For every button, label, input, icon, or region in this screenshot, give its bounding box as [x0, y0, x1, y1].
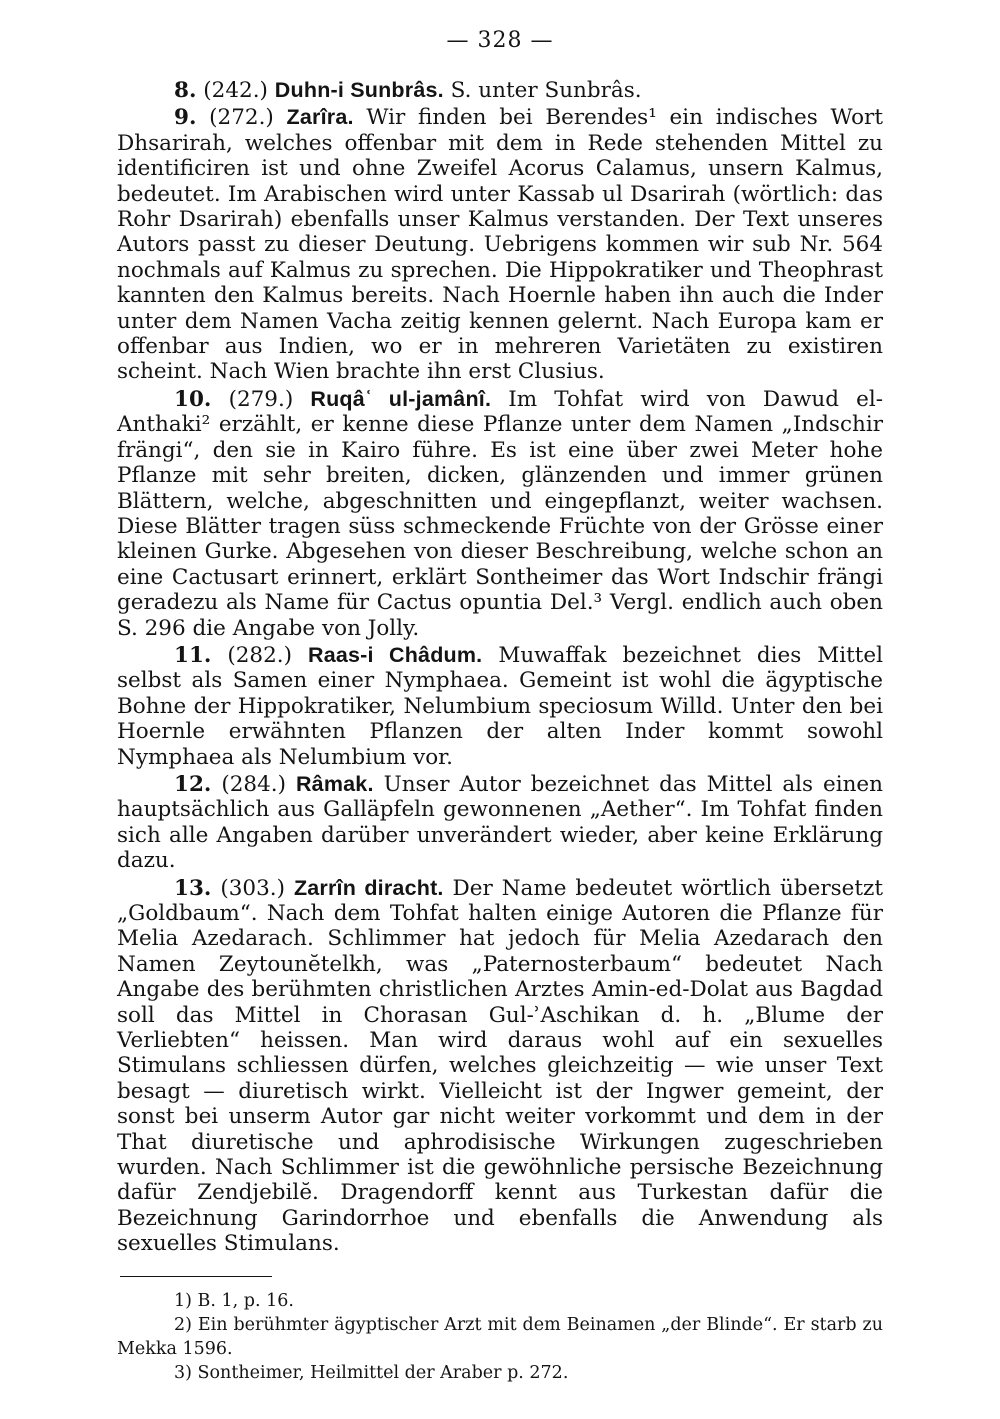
entry-13: [117, 876, 883, 1257]
entry-number: 10.: [174, 386, 212, 412]
entry-term: Ruqâʿ ul-jamânî.: [310, 386, 492, 411]
entry-text: Wir finden bei Berendes¹ ein indisches Wort Dhsarirah, welches offenbar mit dem in Rede stehenden Mittel zu identificiren ist und ohne Zweifel Acorus Calamus, unsern Kalmus, bedeutet. Im Arabischen wird unter Kassab ul Dsarirah (wörtlich: das Rohr Dsarirah) ebenfalls unser Kalmus verstanden. Der Text unseres Autors passt zu dieser Deutung. Uebrigens kommen wir sub Nr. 564 nochmals auf Kalmus zu sprechen. Die Hippokratiker und Theophrast kannten den Kalmus bereits. Nach Hoernle haben ihn auch die Inder unter dem Namen Vacha zeitig kennen gelernt. Nach Europa kam er offenbar aus Indien, wo er in mehreren Varietäten zu existiren scheint. Nach Wien brachte ihn erst Clusius.: [117, 105, 883, 385]
entry-reference: (303.): [220, 875, 285, 901]
entry-text: Unser Autor bezeichnet das Mittel als einen hauptsächlich aus Galläpfeln gewonnenen „Aether“. Im Tohfat finden sich alle Angaben darüber unverändert wieder, aber keine Erklärung dazu.: [117, 771, 884, 874]
footnote-3: 3) Sontheimer, Heilmittel der Araber p. 272.: [174, 1363, 569, 1383]
entry-8: [117, 78, 883, 103]
entry-number: 12.: [174, 771, 212, 797]
entry-reference: (272.): [209, 105, 274, 131]
footnote-divider: [120, 1276, 272, 1277]
entry-reference: (279.): [228, 386, 294, 412]
entry-number: 8.: [174, 78, 197, 103]
footnote-1: 1) B. 1, p. 16.: [174, 1291, 294, 1311]
entry-text: Muwaffak bezeichnet dies Mittel selbst als Samen einer Nymphaea. Gemeint ist wohl die ägyptische Bohne der Hippokratiker, Nelumbium speciosum Willd. Unter den bei Hoernle erwähnten Pflanzen der alten Inder kommt sowohl Nymphaea als Nelumbium vor.: [117, 642, 884, 770]
entry-12: [117, 772, 883, 874]
page-number: — 328 —: [446, 28, 554, 53]
entry-9: [117, 105, 883, 384]
body-text: [117, 78, 883, 1259]
entry-number: 11.: [174, 642, 212, 668]
footnotes: [117, 1289, 883, 1385]
entry-text: S. unter Sunbrâs.: [450, 78, 642, 103]
entry-term: Duhn-i Sunbrâs.: [274, 78, 444, 102]
entry-reference: (282.): [227, 642, 293, 668]
entry-term: Râmak.: [295, 771, 374, 796]
entry-number: 9.: [174, 105, 197, 131]
entry-number: 13.: [174, 875, 212, 901]
footnote-2: 2) Ein berühmter ägyptischer Arzt mit dem Beinamen „der Blinde“. Er starb zu Mekka 1596.: [117, 1315, 883, 1359]
entry-reference: (284.): [221, 771, 286, 797]
entry-11: [117, 643, 883, 770]
entry-10: [117, 387, 883, 641]
entry-term: Raas-i Châdum.: [307, 642, 483, 667]
entry-text: Der Name bedeutet wörtlich übersetzt „Goldbaum“. Nach dem Tohfat halten einige Autoren die Pflanze für Melia Azedarach. Schlimmer hat jedoch für Melia Azedarach den Namen Zeytounĕtelkh, was „Paternosterbaum“ bedeutet Nach Angabe des berühmten christlichen Arztes Amin-ed-Dolat aus Bagdad soll das Mittel in Chorasan Gul-ʾAschikan d. h. „Blume der Verliebten“ heissen. Man wird daraus wohl auf ein sexuelles Stimulans schliessen dürfen, welches gleichzeitig — wie unser Text besagt — diuretisch wirkt. Vielleicht ist der Ingwer gemeint, der sonst bei unserm Autor gar nicht weiter vorkommt und dem in der That diuretische und aphrodisische Wirkungen zugeschrieben wurden. Nach Schlimmer ist die gewöhnliche persische Bezeichnung dafür Zendjebilĕ. Dragendorff kennt aus Turkestan dafür die Bezeichnung Garindorrhoe und ebenfalls die Anwendung als sexuelles Stimulans.: [117, 875, 883, 1257]
entry-term: Zarîra.: [286, 105, 354, 130]
entry-reference: (242.): [203, 78, 268, 103]
entry-text: Im Tohfat wird von Dawud el-Anthaki² erzählt, er kenne diese Pflanze unter dem Namen „Indschir frängi“, den sie in Kairo führe. Es ist eine über zwei Meter hohe Pflanze mit sehr breiten, dicken, glänzenden und immer grünen Blättern, welche, abgeschnitten und eingepflanzt, weiter wachsen. Diese Blätter tragen süss schmeckende Früchte von der Grösse einer kleinen Gurke. Abgesehen von dieser Beschreibung, welche schon an eine Cactusart erinnert, erklärt Sontheimer das Wort Indschir frängi geradezu als Name für Cactus opuntia Del.³ Vergl. endlich auch oben S. 296 die Angabe von Jolly.: [117, 386, 883, 641]
entry-term: Zarrîn diracht.: [293, 875, 444, 900]
